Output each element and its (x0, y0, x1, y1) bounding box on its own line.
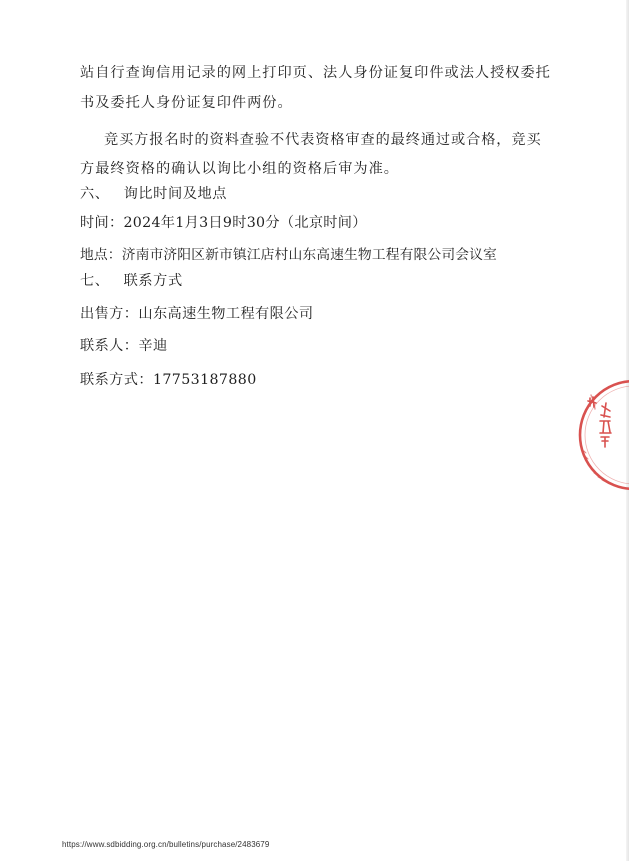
source-url: https://www.sdbidding.org.cn/bulletins/purchase/2483679 (62, 840, 270, 849)
body-paragraph-line: 方最终资格的确认以询比小组的资格后审为准。 (80, 161, 399, 177)
body-paragraph-line: 书及委托人身份证复印件两份。 (80, 95, 293, 111)
section-title: 询比时间及地点 (123, 186, 228, 202)
seller-name: 出售方：山东高速生物工程有限公司 (80, 306, 314, 322)
section-heading-6 (80, 185, 227, 203)
meeting-place: 地点：济南市济阳区新市镇江店村山东高速生物工程有限公司会议室 (80, 247, 497, 263)
meeting-time: 时间：2024年1月3日9时30分（北京时间） (80, 215, 367, 231)
body-paragraph-line: 站自行查询信用记录的网上打印页、法人身份证复印件或法人授权委托 (80, 65, 551, 81)
contact-person: 联系人：辛迪 (80, 338, 168, 354)
body-paragraph-line: 竞买方报名时的资料查验不代表资格审查的最终通过或合格，竞买 (104, 132, 542, 148)
company-seal-stamp (574, 373, 629, 497)
seal-graphic (574, 373, 629, 497)
section-heading-7 (80, 272, 183, 290)
section-number: 七、 (80, 273, 110, 289)
contact-phone: 联系方式：17753187880 (80, 372, 257, 388)
section-number: 六、 (80, 186, 110, 202)
section-title: 联系方式 (123, 273, 183, 289)
